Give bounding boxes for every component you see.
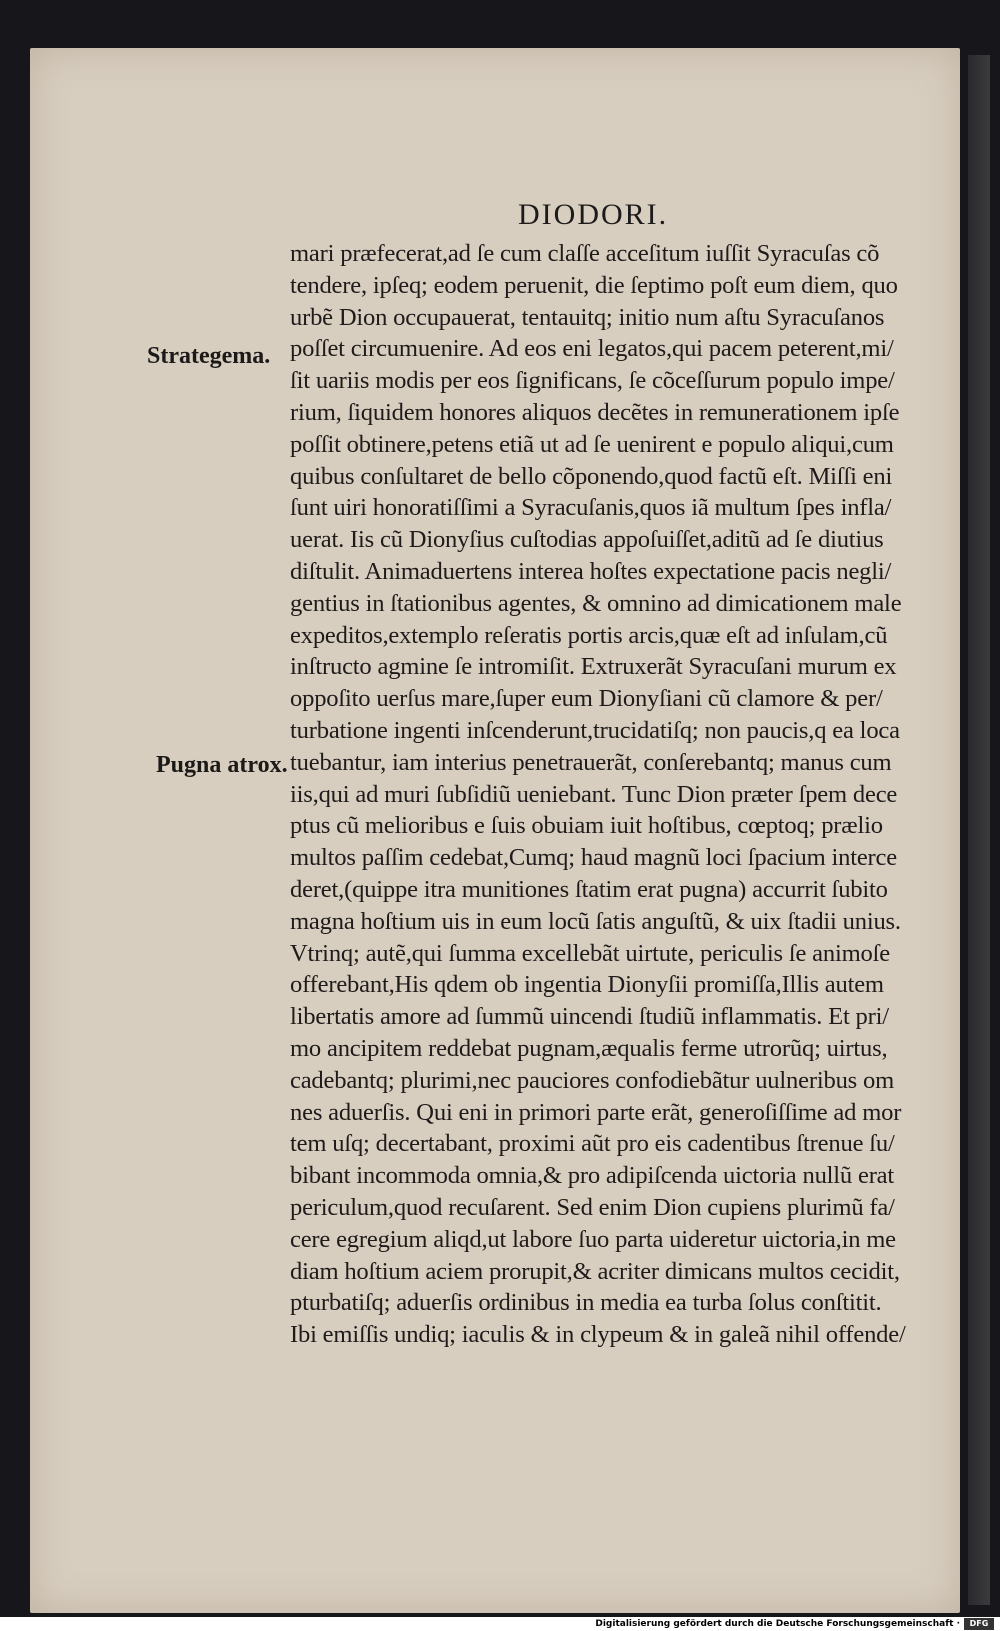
running-header: DIODORI.	[518, 198, 669, 231]
text-line: tuebantur, iam interius penetrauerãt, conſerebantq; manus cum	[290, 748, 892, 776]
text-line: multos paſſim cedebat,Cumq; haud magnũ loci ſpacium interce	[290, 844, 897, 872]
body-text	[290, 238, 925, 1351]
text-line: deret,(quippe itra munitiones ſtatim erat pugna) accurrit ſubito	[290, 875, 888, 903]
book-edge	[968, 55, 990, 1605]
text-line: turbatione ingenti inſcenderunt,trucidatiſq; non paucis,q ea loca	[290, 716, 900, 744]
text-line: tendere, ipſeq; eodem peruenit, die ſeptimo poſt eum diem, quo	[290, 271, 898, 299]
text-line: tem uſq; decertabant, proximi aũt pro eis cadentibus ſtrenue ſu/	[290, 1130, 895, 1158]
text-line: mari præfecerat,ad ſe cum claſſe acceſitum iuſſit Syracuſas cõ	[290, 240, 880, 267]
text-line: magna hoſtium uis in eum locũ ſatis anguſtũ, & uix ſtadii unius.	[290, 907, 901, 935]
text-line: cere egregium aliqd,ut labore ſuo parta uideretur uictoria,in me	[290, 1225, 896, 1253]
text-line: gentius in ſtationibus agentes, & omnino ad dimicationem male	[290, 589, 902, 617]
text-line: mo ancipitem reddebat pugnam,æqualis ferme utrorũq; uirtus,	[290, 1034, 888, 1062]
text-line: iis,qui ad muri ſubſidiũ ueniebant. Tunc Dion præter ſpem dece	[290, 780, 898, 808]
text-line: ſit uariis modis per eos ſignificans, ſe cõceſſurum populo impe/	[290, 367, 895, 395]
text-line: inſtructo agmine ſe intromiſit. Extruxerãt Syracuſani murum ex	[290, 653, 897, 681]
text-line: cadebantq; plurimi,nec pauciores confodiebãtur uulneribus om	[290, 1066, 895, 1094]
marginal-note-pugna-atrox: Pugna atrox.	[156, 752, 288, 778]
digitization-footer	[0, 1617, 1000, 1631]
text-line: rium, ſiquidem honores aliquos decẽtes in remunerationem ipſe	[290, 398, 900, 426]
text-line: ſunt uiri honoratiſſimi a Syracuſanis,quos iã multum ſpes infla/	[290, 494, 892, 522]
text-line: libertatis amore ad ſummũ uincendi ſtudiũ inflammatis. Et pri/	[290, 1003, 889, 1031]
text-line: pturbatiſq; aduerſis ordinibus in media ea turba ſolus conſtitit.	[290, 1289, 882, 1317]
text-line: quibus conſultaret de bello cõponendo,quod factũ eſt. Miſſi eni	[290, 462, 893, 490]
text-line: Vtrinq; autẽ,qui ſumma excellebãt uirtute, periculis ſe animoſe	[290, 939, 890, 967]
text-line: diſtulit. Animaduertens interea hoſtes expectatione pacis negli/	[290, 557, 892, 585]
text-line: nes aduerſis. Qui eni in primori parte erãt, generoſiſſime ad mor	[290, 1098, 902, 1126]
text-line: ptus cũ melioribus e ſuis obuiam iuit hoſtibus, cœptoq; prælio	[290, 812, 883, 840]
text-line: poſſit obtinere,petens etiã ut ad ſe uenirent e populo aliqui,cum	[290, 430, 894, 458]
text-line: urbẽ Dion occupauerat, tentauitq; initio num aſtu Syracuſanos	[290, 303, 885, 331]
text-line: periculum,quod recuſarent. Sed enim Dion cupiens plurimũ fa/	[290, 1193, 895, 1221]
dfg-logo-icon: DFG	[964, 1618, 994, 1630]
text-line: poſſet circumuenire. Ad eos eni legatos,qui pacem peterent,mi/	[290, 335, 894, 363]
text-line: diam hoſtium aciem prorupit,& acriter dimicans multos cecidit,	[290, 1257, 900, 1285]
text-line: oppoſito uerſus mare,ſuper eum Dionyſiani cũ clamore & per/	[290, 685, 883, 713]
footer-credit: Digitalisierung gefördert durch die Deutsche Forschungsgemeinschaft ·	[595, 1619, 960, 1629]
text-line: uerat. Iis cũ Dionyſius cuſtodias appoſuiſſet,aditũ ad ſe diutius	[290, 526, 884, 554]
text-line: expeditos,extemplo reſeratis portis arcis,quæ eſt ad inſulam,cũ	[290, 621, 888, 649]
marginal-note-strategema: Strategema.	[147, 343, 271, 369]
text-line: bibant incommoda omnia,& pro adipiſcenda uictoria nullũ erat	[290, 1162, 895, 1190]
text-line: Ibi emiſſis undiq; iaculis & in clypeum & in galeã nihil offende/	[290, 1321, 906, 1349]
text-line: offerebant,His qdem ob ingentia Dionyſii promiſſa,Illis autem	[290, 971, 884, 999]
